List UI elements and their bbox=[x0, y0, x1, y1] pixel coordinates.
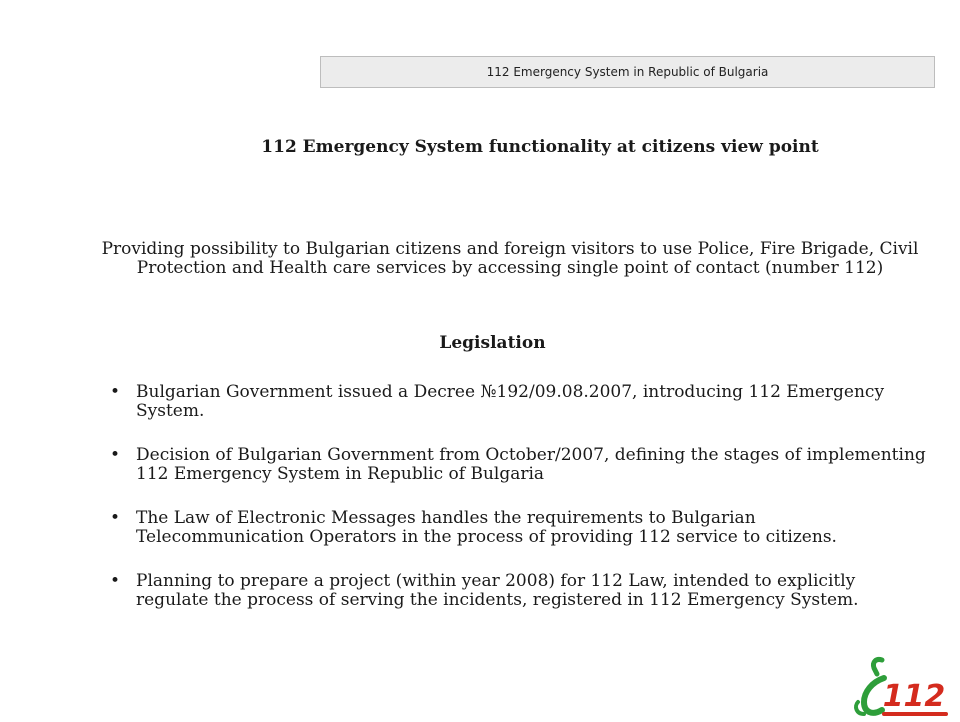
list-item-text: Decision of Bulgarian Government from October/2007, defining the stages of implementing 112 Emergency System in Republic of Bulgaria bbox=[136, 445, 926, 484]
header-banner bbox=[320, 56, 935, 88]
legislation-list bbox=[108, 383, 928, 635]
logo-text: 112 bbox=[882, 679, 946, 714]
bullet-icon: • bbox=[110, 571, 121, 591]
emergency-112-logo bbox=[846, 652, 952, 718]
bullet-icon: • bbox=[110, 445, 121, 465]
intro-paragraph: Providing possibility to Bulgarian citizens and foreign visitors to use Police, Fire Brigade, Civil Protection and Health care services by accessing single point of contact (number 112) bbox=[101, 239, 919, 278]
list-item-text: Bulgarian Government issued a Decree №192/09.08.2007, introducing 112 Emergency System. bbox=[136, 382, 885, 421]
list-item-text: The Law of Electronic Messages handles the requirements to Bulgarian Telecommunication Operators in the process of providing 112 service to citizens. bbox=[136, 508, 837, 547]
list-item bbox=[108, 572, 928, 610]
list-item bbox=[108, 509, 928, 547]
section-heading-legislation: Legislation bbox=[439, 333, 546, 353]
list-item bbox=[108, 446, 928, 484]
phone-112-logo-icon bbox=[846, 652, 952, 718]
bullet-icon: • bbox=[110, 508, 121, 528]
bullet-icon: • bbox=[110, 382, 121, 402]
page-title: 112 Emergency System functionality at citizens view point bbox=[261, 137, 819, 157]
header-banner-text: 112 Emergency System in Republic of Bulgaria bbox=[486, 65, 769, 79]
list-item bbox=[108, 383, 928, 421]
list-item-text: Planning to prepare a project (within year 2008) for 112 Law, intended to explicitly regulate the process of serving the incidents, registered in 112 Emergency System. bbox=[136, 571, 859, 610]
